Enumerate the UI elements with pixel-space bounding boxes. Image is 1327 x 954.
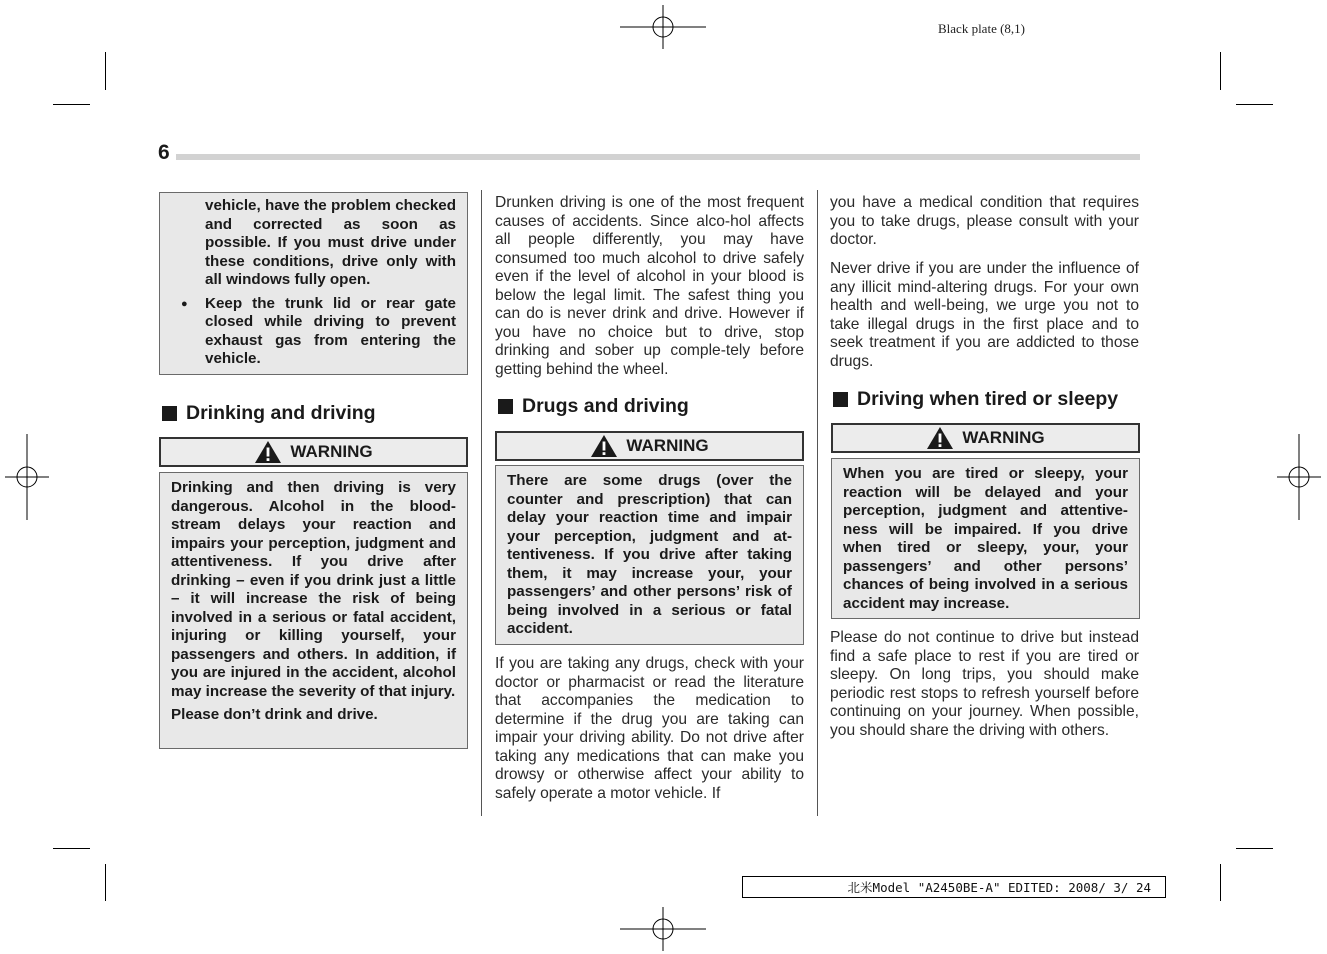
warning-text-closing: Please don’t drink and drive. — [171, 706, 378, 723]
warning-banner: WARNING — [831, 423, 1140, 453]
body-paragraph: you have a medical condition that requires you to take drugs, please consult with your doctor. — [830, 194, 1139, 248]
warning-banner: WARNING — [495, 431, 804, 461]
column-divider — [481, 190, 482, 816]
filled-square-icon — [833, 392, 848, 407]
section-heading-drinking: Drinking and driving — [162, 402, 376, 425]
warning-banner: WARNING — [159, 437, 468, 467]
plate-label: Black plate (8,1) — [938, 21, 1025, 36]
warning-triangle-icon — [590, 434, 618, 458]
crosshair-registration-icon — [620, 907, 706, 951]
warning-box-drinking — [159, 472, 468, 749]
bullet-icon: ● — [181, 297, 188, 310]
warning-text: When you are tired or sleepy, your reaction will be delayed and your perception, judgment and attentive-ness will be impaired. If you drive when tired or sleepy, your, your passengers’ and other persons’ chances of being involved in a serious accident may increase. — [843, 465, 1128, 612]
bullet-text: Keep the trunk lid or rear gate closed while driving to prevent exhaust gas from entering the vehicle. — [205, 294, 456, 367]
crosshair-registration-icon — [5, 434, 49, 520]
warning-box-tired — [831, 458, 1140, 619]
warning-text: Drinking and then driving is very dangerous. Alcohol in the blood-stream delays your reaction and impairs your perception, judgment and attentiveness. If you drive after drinking – even if you drink just a little – it will increase the risk of being involved in a serious or fatal accident, injuring or killing yourself, your passengers and others. In addition, if you are injured in the accident, alcohol may increase the severity of that injury. — [171, 479, 456, 700]
section-heading-tired: Driving when tired or sleepy — [833, 388, 1118, 411]
body-paragraph: If you are taking any drugs, check with your doctor or pharmacist or read the literature that accompanies the medication to determine if the drug you are taking can impair your driving ability. Do not drive after taking any medications that can make you drowsy or otherwise affect your ability to safely operate a motor vehicle. If — [495, 655, 804, 802]
warning-triangle-icon — [926, 426, 954, 450]
crosshair-registration-icon — [1277, 434, 1321, 520]
body-paragraph: Please do not continue to drive but instead find a safe place to rest if you are tired or sleepy. On long trips, you should make periodic rest stops to refresh yourself before continuing on your journey. When possible, you should share the driving with others. — [830, 629, 1139, 739]
section-heading-drugs: Drugs and driving — [498, 395, 689, 418]
body-paragraph: Never drive if you are under the influence of any illicit mind-altering drugs. For your own health and well-being, we urge you not to take illegal drugs in the first place and to seek treatment if you are addicted to those drugs. — [830, 260, 1139, 370]
crosshair-registration-icon — [620, 5, 706, 49]
warning-text: There are some drugs (over the counter and prescription) that can delay your reaction time and impair your perception, judgment and at-tentiveness. If you drive after taking them, it may increase your, your passengers’ and other persons’ risk of being involved in a serious or fatal accident. — [507, 472, 792, 637]
body-paragraph: Drunken driving is one of the most frequent causes of accidents. Since alco-hol affects all people differently, you may have consumed too much alcohol to drive safely even if the level of alcohol in your blood is below the legal limit. The safest thing you can do is never drink and drive. However if you have no choice but to drive, stop drinking and sober up comple-tely before getting behind the wheel. — [495, 194, 804, 378]
column-divider — [817, 190, 818, 816]
page-header-bar — [176, 154, 1140, 160]
continued-warning-box — [159, 192, 468, 375]
continued-warning-text: vehicle, have the problem checked and corrected as soon as possible. If you must drive under these conditions, drive only with all windows fully open. — [205, 197, 456, 288]
filled-square-icon — [498, 399, 513, 414]
warning-triangle-icon — [254, 440, 282, 464]
warning-box-drugs — [495, 465, 804, 645]
page-number: 6 — [158, 141, 170, 164]
filled-square-icon — [162, 406, 177, 421]
edit-stamp: 北米Model "A2450BE-A" EDITED: 2008/ 3/ 24 — [742, 876, 1166, 898]
